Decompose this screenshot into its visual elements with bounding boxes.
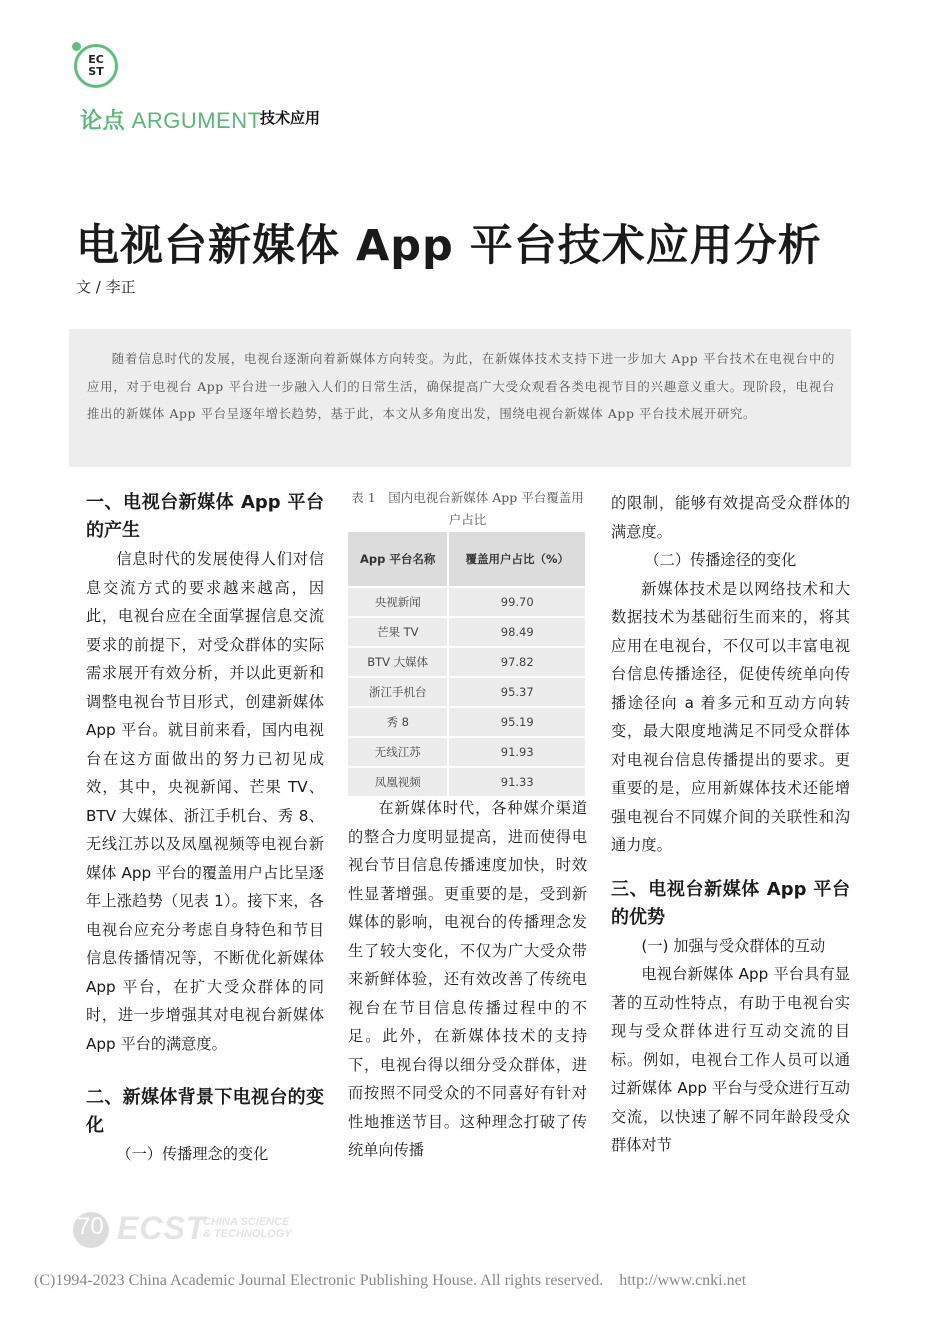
column-label: 技术应用 bbox=[260, 109, 321, 127]
subheading: （一）传播理念的变化 bbox=[116, 1145, 269, 1163]
table-row bbox=[348, 767, 585, 796]
table-row bbox=[348, 677, 585, 707]
abstract-box bbox=[69, 329, 851, 467]
table-cell: 芒果 TV bbox=[348, 617, 448, 647]
paragraph: 新媒体技术是以网络技术和大数据技术为基础衍生而来的，将其应用在电视台，不仅可以丰富电视台信息传播途径，促使传统单向传播途径向 a 着多元和互动方向转变，最大限度地满足不同受众群体对电视台信息传播提出的要求。更重要的是，应用新媒体技术还能增强电视台不同媒介间的关联性和沟通力度。 bbox=[611, 579, 850, 854]
section-label-cn: 论点 bbox=[80, 108, 126, 133]
column-3 bbox=[611, 489, 850, 1160]
article-title: 电视台新媒体 App 平台技术应用分析 bbox=[76, 221, 822, 271]
paragraph: 信息时代的发展使得人们对信息交流方式的要求越来越高，因此，电视台应在全面掌握信息交流要求的前提下，对受众群体的实际需求展开有效分析，并以此更新和调整电视台节目形式，创建新媒体 App 平台。就目前来看，国内电视台在这方面做出的努力已初见成效，其中，央视新闻、芒果 TV、BTV 大媒体、浙江手机台、秀 8、无线江苏以及凤凰视频等电视台新媒体 App 平台的覆盖用户占比呈逐年上涨趋势（见表 1）。接下来，各电视台应充分考虑自身特色和节目信息传播情况等，不断优化新媒体 App 平台，在扩大受众群体的同时，进一步增强其对电视台新媒体 App 平台的满意度。 bbox=[86, 550, 324, 1053]
heading-section-2: 二、新媒体背景下电视台的变化 bbox=[86, 1087, 324, 1136]
table-cell: 秀 8 bbox=[348, 707, 448, 737]
journal-logo bbox=[74, 44, 118, 88]
footer-brand: ECST bbox=[117, 1210, 207, 1246]
table-row bbox=[348, 707, 585, 737]
table-cell: BTV 大媒体 bbox=[348, 647, 448, 677]
copyright-notice: (C)1994-2023 China Academic Journal Electronic Publishing House. All rights reserved. http://www.cnki.net bbox=[34, 1272, 747, 1289]
data-table bbox=[348, 532, 585, 796]
table-row bbox=[348, 587, 585, 617]
section-label-en: ARGUMENT bbox=[131, 108, 262, 133]
logo-dot-icon bbox=[72, 42, 81, 51]
table-cell: 91.33 bbox=[448, 767, 585, 796]
table-row bbox=[348, 647, 585, 677]
column-1 bbox=[86, 489, 324, 1169]
paragraph: 电视台新媒体 App 平台具有显著的互动性特点，有助于电视台实现与受众群体进行互动交流的目标。例如，电视台工作人员可以通过新媒体 App 平台与受众进行互动交流，以快速了解不同年龄段受众群体对节 bbox=[611, 965, 850, 1154]
abstract-text: 随着信息时代的发展，电视台逐渐向着新媒体方向转变。为此，在新媒体技术支持下进一步加大 App 平台技术在电视台中的应用，对于电视台 App 平台进一步融入人们的日常生活，确保提高广大受众观看各类电视节目的兴趣意义重大。现阶段，电视台推出的新媒体 App 平台呈逐年增长趋势，基于此，本文从多角度出发，围绕电视台新媒体 App 平台技术展开研究。 bbox=[87, 351, 835, 422]
table-row bbox=[348, 737, 585, 767]
section-label bbox=[80, 104, 262, 135]
article-byline: 文 / 李正 bbox=[76, 278, 136, 296]
table-cell: 95.19 bbox=[448, 707, 585, 737]
table-header-share: 覆盖用户占比（%） bbox=[448, 532, 585, 587]
table-cell: 99.70 bbox=[448, 587, 585, 617]
table-cell: 97.82 bbox=[448, 647, 585, 677]
table-cell: 无线江苏 bbox=[348, 737, 448, 767]
page-number: 70 bbox=[77, 1213, 104, 1240]
footer-brand-subtitle-line: & TECHNOLOGY bbox=[203, 1228, 292, 1240]
table-cell: 浙江手机台 bbox=[348, 677, 448, 707]
subheading: （二）传播途径的变化 bbox=[644, 551, 797, 569]
table-header-name: App 平台名称 bbox=[348, 532, 448, 587]
logo-text-bottom: ST bbox=[88, 65, 104, 78]
table-cell: 95.37 bbox=[448, 677, 585, 707]
footer-brand-subtitle-line: CHINA SCIENCE bbox=[203, 1216, 290, 1228]
heading-section-3: 三、电视台新媒体 App 平台的优势 bbox=[611, 878, 850, 928]
table-caption: 表 1 国内电视台新媒体 App 平台覆盖用户占比 bbox=[351, 490, 584, 527]
table-cell: 央视新闻 bbox=[348, 587, 448, 617]
heading-section-1: 一、电视台新媒体 App 平台的产生 bbox=[86, 492, 324, 541]
table-cell: 凤凰视频 bbox=[348, 767, 448, 796]
subheading: (一) 加强与受众群体的互动 bbox=[641, 936, 826, 955]
footer-brand-subtitle bbox=[203, 1216, 292, 1240]
paragraph: 在新媒体时代，各种媒介渠道的整合力度明显提高，进而使得电视台节目信息传播速度加快，时效性显著增强。更重要的是，受到新媒体的影响，电视台的传播理念发生了较大变化，不仅为广大受众带来新鲜体验，还有效改善了传统电视台在节目信息传播过程中的不足。此外，在新媒体技术的支持下，电视台得以细分受众群体，进而按照不同受众的不同喜好有针对性地推送节目。这种理念打破了传统单向传播 bbox=[348, 799, 587, 1159]
table-cell: 91.93 bbox=[448, 737, 585, 767]
table-row bbox=[348, 617, 585, 647]
logo-text-top: EC bbox=[88, 53, 104, 66]
table-header-row bbox=[348, 532, 585, 587]
table-cell: 98.49 bbox=[448, 617, 585, 647]
paragraph-continued: 的限制，能够有效提高受众群体的满意度。 bbox=[611, 494, 850, 541]
column-2 bbox=[348, 794, 587, 1165]
